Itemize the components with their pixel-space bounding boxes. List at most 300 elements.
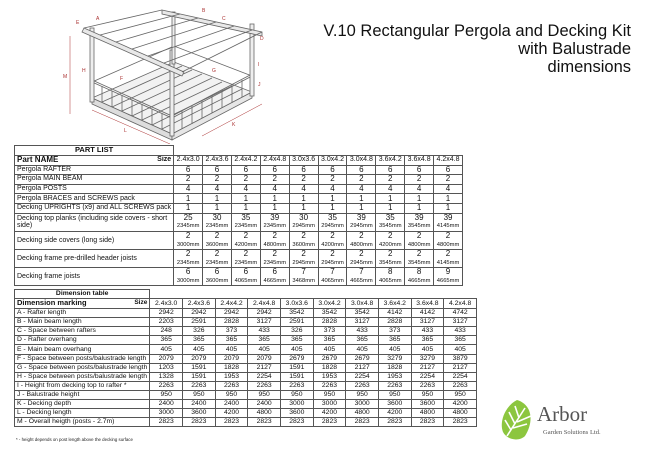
- dimension-value: 3000: [280, 400, 313, 409]
- dimension-value: 2400: [183, 400, 216, 409]
- part-length: 2345mm: [203, 222, 232, 231]
- part-quantity: 1: [347, 203, 376, 213]
- dimension-value: 433: [411, 327, 444, 336]
- part-quantity: 2: [203, 175, 232, 185]
- dimension-value: 2679: [346, 354, 379, 363]
- part-size-col: 3.0x3.6: [289, 155, 318, 165]
- part-quantity: 2: [318, 231, 347, 240]
- dimension-size-col: 3.0x3.6: [280, 299, 313, 309]
- dimension-row: [15, 400, 477, 409]
- dimension-row: [15, 372, 477, 381]
- title-line-1: V.10 Rectangular Pergola and Decking Kit: [323, 22, 631, 40]
- illus-label-i: I: [258, 62, 260, 68]
- dimension-value: 2127: [411, 363, 444, 372]
- part-length: 4800mm: [347, 240, 376, 249]
- part-quantity: 4: [318, 184, 347, 194]
- dimension-value: 2679: [313, 354, 346, 363]
- part-list-length-rows: [15, 213, 463, 286]
- part-quantity: 2: [434, 175, 463, 185]
- part-length: 4200mm: [231, 240, 260, 249]
- part-length: 4800mm: [405, 240, 434, 249]
- part-size-label: Size: [157, 155, 172, 163]
- illus-label-f: F: [120, 76, 124, 82]
- illus-label-e: E: [76, 20, 80, 26]
- part-quantity: 4: [434, 184, 463, 194]
- part-quantity: 2: [434, 249, 463, 258]
- part-quantity: 35: [231, 213, 260, 222]
- part-quantity: 6: [231, 268, 260, 277]
- part-quantity: 2: [289, 175, 318, 185]
- leaf-icon: [497, 398, 537, 442]
- dimension-value: 2263: [411, 381, 444, 390]
- dimension-value: 4142: [411, 309, 444, 318]
- dimension-value: 365: [215, 336, 248, 345]
- dimension-value: 4800: [346, 409, 379, 418]
- dimension-value: 3000: [150, 409, 183, 418]
- dimension-size-label: Size: [134, 299, 148, 307]
- dimension-value: 405: [411, 345, 444, 354]
- dimension-value: 3127: [444, 318, 477, 327]
- part-list-table: [14, 145, 463, 286]
- dimension-value: 950: [313, 390, 346, 399]
- dimension-heading-spacer: [150, 290, 477, 299]
- part-length: 3600mm: [203, 240, 232, 249]
- part-quantity: 6: [203, 268, 232, 277]
- dimension-name: M - Overall heigth (posts - 2.7m): [15, 418, 150, 427]
- dimension-value: 3542: [346, 309, 379, 318]
- dimension-row: [15, 336, 477, 345]
- part-quantity: 35: [376, 213, 405, 222]
- dimension-value: 950: [215, 390, 248, 399]
- logo-subtitle: Garden Solutions Ltd.: [543, 429, 601, 436]
- part-quantity: 1: [260, 194, 289, 204]
- part-quantity: 8: [405, 268, 434, 277]
- part-name: Pergola RAFTER: [15, 165, 174, 175]
- dimension-value: 3127: [248, 318, 281, 327]
- dimension-row: [15, 327, 477, 336]
- part-quantity: 1: [318, 194, 347, 204]
- part-quantity: 35: [318, 213, 347, 222]
- part-length: 4200mm: [318, 240, 347, 249]
- illus-label-a: A: [96, 16, 100, 22]
- part-name: Decking frame joists: [15, 268, 174, 286]
- part-quantity: 1: [318, 203, 347, 213]
- part-length: 4665mm: [260, 277, 289, 286]
- part-quantity: 4: [289, 184, 318, 194]
- dimension-value: 405: [215, 345, 248, 354]
- part-quantity: 6: [260, 165, 289, 175]
- dimension-value: 3279: [378, 354, 411, 363]
- part-quantity: 6: [289, 165, 318, 175]
- dimension-value: 1828: [313, 363, 346, 372]
- dimension-value: 365: [444, 336, 477, 345]
- dimension-name: B - Main beam length: [15, 318, 150, 327]
- part-quantity: 2: [318, 175, 347, 185]
- dimension-table: [14, 289, 477, 427]
- dimension-value: 1591: [183, 372, 216, 381]
- dimension-value: 2254: [444, 372, 477, 381]
- dimension-value: 4200: [378, 409, 411, 418]
- dimension-value: 365: [183, 336, 216, 345]
- part-length: 4665mm: [347, 277, 376, 286]
- dimension-value: 2127: [444, 363, 477, 372]
- dimension-value: 2400: [150, 400, 183, 409]
- logo-word: Arbor: [537, 402, 588, 426]
- part-length: 2345mm: [231, 222, 260, 231]
- dimension-value: 3600: [280, 409, 313, 418]
- part-quantity: 30: [289, 213, 318, 222]
- dimension-value: 4200: [313, 409, 346, 418]
- dimension-value: 2254: [411, 372, 444, 381]
- dimension-value: 405: [444, 345, 477, 354]
- dimension-value: 2127: [248, 363, 281, 372]
- dimension-value: 4142: [378, 309, 411, 318]
- part-quantity: 7: [347, 268, 376, 277]
- part-quantity: 1: [405, 194, 434, 204]
- dimension-value: 4800: [444, 409, 477, 418]
- part-quantity: 30: [203, 213, 232, 222]
- part-name: Pergola POSTS: [15, 184, 174, 194]
- dimension-value: 2942: [183, 309, 216, 318]
- part-length: 4065mm: [376, 277, 405, 286]
- dimension-value: 1328: [150, 372, 183, 381]
- part-row: [15, 213, 463, 222]
- dimension-marking-label: Dimension marking: [17, 298, 87, 308]
- dimension-value: 950: [378, 390, 411, 399]
- part-list-simple-rows: [15, 165, 463, 213]
- part-quantity: 2: [318, 249, 347, 258]
- dimension-value: 365: [150, 336, 183, 345]
- part-quantity: 4: [174, 184, 203, 194]
- part-length: 3545mm: [376, 222, 405, 231]
- part-quantity: 2: [376, 175, 405, 185]
- part-quantity: 2: [347, 175, 376, 185]
- dimension-name: I - Height from decking top to rafter *: [15, 381, 150, 390]
- part-length: 4145mm: [434, 259, 463, 268]
- dimension-value: 950: [444, 390, 477, 399]
- part-length: 2945mm: [289, 222, 318, 231]
- part-quantity: 2: [174, 231, 203, 240]
- part-quantity: 2: [174, 249, 203, 258]
- footnote: * - height depends on post length above the decking surface: [16, 437, 133, 442]
- dimension-value: 405: [248, 345, 281, 354]
- part-quantity: 1: [376, 194, 405, 204]
- dimension-row: [15, 381, 477, 390]
- dimension-value: 3279: [411, 354, 444, 363]
- dimension-value: 4200: [444, 400, 477, 409]
- part-quantity: 6: [434, 165, 463, 175]
- part-quantity: 2: [174, 175, 203, 185]
- part-length: 4800mm: [260, 240, 289, 249]
- part-quantity: 1: [174, 203, 203, 213]
- dimension-value: 2823: [280, 418, 313, 427]
- part-list-name-header: [15, 155, 174, 165]
- part-quantity: 2: [405, 249, 434, 258]
- dimension-size-col: 2.4x3.6: [183, 299, 216, 309]
- part-quantity: 6: [318, 165, 347, 175]
- illus-label-b: B: [202, 8, 206, 14]
- dimension-value: 2263: [313, 381, 346, 390]
- part-row: [15, 175, 463, 185]
- part-size-col: 3.0x4.2: [318, 155, 347, 165]
- dimension-value: 1953: [215, 372, 248, 381]
- part-quantity: 25: [174, 213, 203, 222]
- part-length: 2945mm: [318, 259, 347, 268]
- part-length: 4665mm: [405, 277, 434, 286]
- part-list-heading-spacer: [174, 146, 463, 156]
- dimension-row: [15, 318, 477, 327]
- title-line-2: with Balustrade: [518, 40, 631, 58]
- part-length: 2345mm: [174, 259, 203, 268]
- part-length: 2345mm: [260, 222, 289, 231]
- part-size-col: 2.4x3.0: [174, 155, 203, 165]
- part-quantity: 39: [405, 213, 434, 222]
- part-length: 2345mm: [231, 259, 260, 268]
- dimension-value: 4800: [411, 409, 444, 418]
- dimension-value: 950: [150, 390, 183, 399]
- dimension-value: 3127: [346, 318, 379, 327]
- part-name: Pergola MAIN BEAM: [15, 175, 174, 185]
- dimension-value: 3000: [346, 400, 379, 409]
- dimension-value: 2828: [215, 318, 248, 327]
- part-quantity: 2: [434, 231, 463, 240]
- part-size-col: 3.6x4.8: [405, 155, 434, 165]
- dimension-value: 2823: [346, 418, 379, 427]
- dimension-value: 248: [150, 327, 183, 336]
- dimension-value: 2203: [150, 318, 183, 327]
- part-row: [15, 203, 463, 213]
- part-quantity: 2: [289, 249, 318, 258]
- dimension-name: E - Main beam overhang: [15, 345, 150, 354]
- part-quantity: 4: [231, 184, 260, 194]
- page-title: [323, 22, 631, 76]
- dimension-name: K - Decking depth: [15, 400, 150, 409]
- part-length: 2345mm: [174, 222, 203, 231]
- dimension-value: 365: [346, 336, 379, 345]
- dimension-row: [15, 309, 477, 318]
- dimension-value: 2942: [248, 309, 281, 318]
- part-length: 3545mm: [376, 259, 405, 268]
- dimension-value: 950: [346, 390, 379, 399]
- dimension-row: [15, 390, 477, 399]
- dimension-value: 2828: [378, 318, 411, 327]
- dimension-value: 405: [183, 345, 216, 354]
- dimension-value: 1591: [280, 372, 313, 381]
- part-length: 4800mm: [434, 240, 463, 249]
- part-length: 2345mm: [260, 259, 289, 268]
- part-length: 2945mm: [347, 222, 376, 231]
- dimension-value: 365: [313, 336, 346, 345]
- part-row: [15, 165, 463, 175]
- dimension-table-heading: Dimension table: [15, 290, 150, 299]
- dimension-value: 3600: [378, 400, 411, 409]
- dimension-size-col: 3.6x4.8: [411, 299, 444, 309]
- dimension-value: 1953: [313, 372, 346, 381]
- dimension-value: 1828: [215, 363, 248, 372]
- dimension-value: 326: [183, 327, 216, 336]
- dimension-value: 4742: [444, 309, 477, 318]
- dimension-value: 405: [346, 345, 379, 354]
- dimension-name: J - Balustrade height: [15, 390, 150, 399]
- dimension-value: 2263: [183, 381, 216, 390]
- part-quantity: 2: [203, 231, 232, 240]
- part-quantity: 6: [376, 165, 405, 175]
- part-quantity: 2: [289, 231, 318, 240]
- dimension-value: 405: [313, 345, 346, 354]
- dimension-value: 1828: [378, 363, 411, 372]
- part-length: 3468mm: [289, 277, 318, 286]
- part-quantity: 4: [405, 184, 434, 194]
- part-row: [15, 249, 463, 258]
- part-quantity: 1: [376, 203, 405, 213]
- dimension-name: A - Rafter length: [15, 309, 150, 318]
- dimension-value: 3879: [444, 354, 477, 363]
- dimension-value: 3542: [280, 309, 313, 318]
- illus-label-d: D: [260, 36, 264, 42]
- part-length: 4065mm: [318, 277, 347, 286]
- dimension-value: 1591: [183, 363, 216, 372]
- part-length: 2345mm: [203, 259, 232, 268]
- part-quantity: 1: [434, 203, 463, 213]
- dimension-name: G - Space between posts/balustrade length: [15, 363, 150, 372]
- dimension-value: 2823: [150, 418, 183, 427]
- part-length: 3600mm: [289, 240, 318, 249]
- dimension-value: 2263: [378, 381, 411, 390]
- part-quantity: 1: [231, 194, 260, 204]
- part-list-heading: PART LIST: [15, 146, 174, 156]
- part-quantity: 2: [260, 231, 289, 240]
- part-length: 4665mm: [434, 277, 463, 286]
- illus-label-k: K: [232, 122, 236, 128]
- dimension-value: 2942: [150, 309, 183, 318]
- arbor-logo: [497, 398, 632, 446]
- part-quantity: 1: [434, 194, 463, 204]
- dimension-value: 2823: [378, 418, 411, 427]
- illus-label-c: C: [222, 16, 226, 22]
- part-quantity: 4: [376, 184, 405, 194]
- dimension-rows: [15, 309, 477, 427]
- part-quantity: 1: [289, 194, 318, 204]
- dimension-value: 2127: [346, 363, 379, 372]
- dimension-value: 1591: [280, 363, 313, 372]
- dimension-value: 2263: [346, 381, 379, 390]
- dimension-value: 2823: [411, 418, 444, 427]
- dimension-value: 2823: [313, 418, 346, 427]
- part-quantity: 6: [174, 268, 203, 277]
- illus-label-h: H: [82, 68, 86, 74]
- dimension-value: 2591: [183, 318, 216, 327]
- part-quantity: 6: [203, 165, 232, 175]
- part-length: 2945mm: [289, 259, 318, 268]
- dimension-value: 405: [150, 345, 183, 354]
- dimension-value: 433: [248, 327, 281, 336]
- dimension-value: 2400: [248, 400, 281, 409]
- dimension-value: 405: [378, 345, 411, 354]
- dimension-value: 2079: [183, 354, 216, 363]
- dimension-value: 2263: [280, 381, 313, 390]
- dimension-value: 950: [183, 390, 216, 399]
- part-quantity: 2: [376, 249, 405, 258]
- part-name-label: Part NAME: [17, 155, 59, 164]
- illus-label-g: G: [212, 68, 216, 74]
- dimension-value: 365: [248, 336, 281, 345]
- part-quantity: 7: [318, 268, 347, 277]
- part-quantity: 2: [231, 175, 260, 185]
- dimension-value: 950: [248, 390, 281, 399]
- part-quantity: 2: [376, 231, 405, 240]
- part-quantity: 7: [289, 268, 318, 277]
- dimension-value: 2400: [215, 400, 248, 409]
- dimension-value: 2823: [183, 418, 216, 427]
- part-length: 4065mm: [231, 277, 260, 286]
- part-quantity: 1: [260, 203, 289, 213]
- part-quantity: 6: [260, 268, 289, 277]
- part-size-col: 4.2x4.8: [434, 155, 463, 165]
- illus-label-j: J: [258, 82, 261, 88]
- dimension-row: [15, 354, 477, 363]
- part-quantity: 1: [174, 194, 203, 204]
- dimension-value: 1203: [150, 363, 183, 372]
- part-quantity: 4: [260, 184, 289, 194]
- part-size-col: 3.6x4.2: [376, 155, 405, 165]
- dimension-value: 2079: [150, 354, 183, 363]
- part-size-col: 3.0x4.8: [347, 155, 376, 165]
- part-quantity: 39: [347, 213, 376, 222]
- part-quantity: 2: [231, 231, 260, 240]
- part-quantity: 2: [347, 249, 376, 258]
- part-length: 3600mm: [203, 277, 232, 286]
- dimension-value: 2823: [248, 418, 281, 427]
- pergola-illustration: [62, 6, 272, 144]
- part-size-col: 2.4x3.6: [203, 155, 232, 165]
- part-name: Decking UPRIGHTS (x9) and ALL SCREWS pack: [15, 203, 174, 213]
- part-quantity: 1: [231, 203, 260, 213]
- dimension-value: 2823: [215, 418, 248, 427]
- dimension-value: 2679: [280, 354, 313, 363]
- part-quantity: 4: [203, 184, 232, 194]
- part-row: [15, 194, 463, 204]
- part-quantity: 2: [203, 249, 232, 258]
- part-length: 2945mm: [347, 259, 376, 268]
- dimension-name: F - Space between posts/balustrade length: [15, 354, 150, 363]
- part-row: [15, 184, 463, 194]
- dimension-value: 2942: [215, 309, 248, 318]
- part-quantity: 6: [405, 165, 434, 175]
- dimension-value: 3127: [411, 318, 444, 327]
- part-size-col: 2.4x4.8: [260, 155, 289, 165]
- part-quantity: 2: [260, 249, 289, 258]
- part-quantity: 9: [434, 268, 463, 277]
- dimension-value: 3000: [313, 400, 346, 409]
- dimension-value: 3600: [183, 409, 216, 418]
- dimension-row: [15, 418, 477, 427]
- dimension-value: 2263: [150, 381, 183, 390]
- dimension-size-col: 2.4x4.2: [215, 299, 248, 309]
- dimension-value: 4800: [248, 409, 281, 418]
- part-quantity: 1: [203, 203, 232, 213]
- dimension-size-col: 3.6x4.2: [378, 299, 411, 309]
- part-name: Decking frame pre-drilled header joists: [15, 249, 174, 267]
- dimension-value: 2591: [280, 318, 313, 327]
- part-quantity: 1: [347, 194, 376, 204]
- dimension-header-row: [15, 299, 477, 309]
- dimension-value: 2079: [248, 354, 281, 363]
- part-quantity: 39: [434, 213, 463, 222]
- dimension-value: 365: [411, 336, 444, 345]
- dimension-name: L - Decking length: [15, 409, 150, 418]
- part-length: 3000mm: [174, 277, 203, 286]
- dimension-value: 373: [313, 327, 346, 336]
